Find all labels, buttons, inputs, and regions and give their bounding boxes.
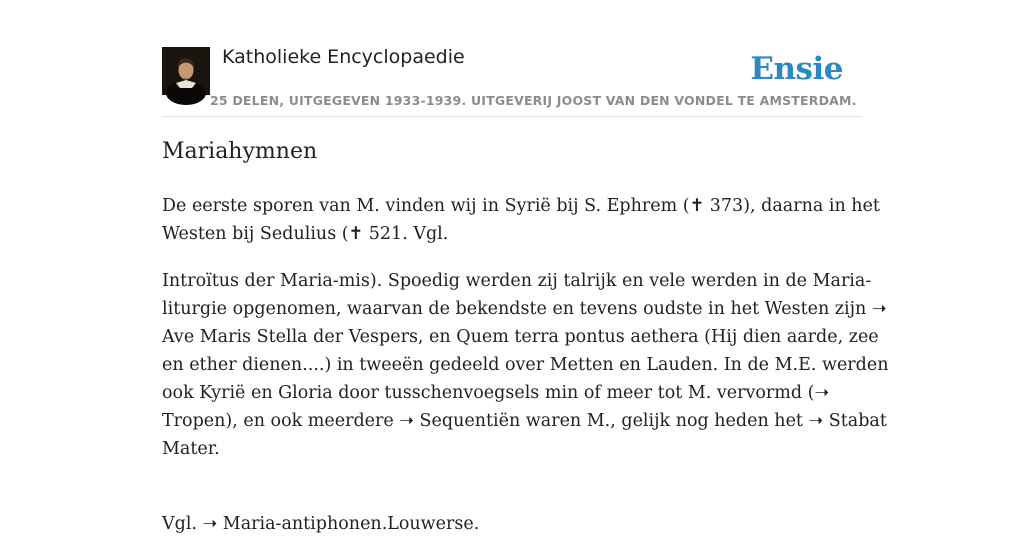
paragraph-spacer xyxy=(162,482,864,510)
paragraph-line: De eerste sporen van M. vinden wij in Syrië bij S. Ephrem (✝ 373), daarna in het xyxy=(162,196,880,216)
paragraph-line: liturgie opgenomen, waarvan de bekendste en tevens oudste in het Westen zijn ➝ xyxy=(162,299,887,319)
paragraph-line[interactable]: Vgl. ➝ Maria-antiphonen.Louwerse. xyxy=(162,514,480,534)
source-avatar[interactable] xyxy=(162,47,210,95)
article-paragraph xyxy=(162,510,864,538)
paragraph-line: Tropen), en ook meerdere ➝ Sequentiën waren M., gelijk nog heden het ➝ Stabat xyxy=(162,411,887,431)
ensie-logo-link[interactable]: Ensie xyxy=(750,51,843,87)
paragraph-line: Ave Maris Stella der Vespers, en Quem terra pontus aethera (Hij dien aarde, zee xyxy=(162,327,879,347)
paragraph-line: ook Kyrië en Gloria door tusschenvoegsels min of meer tot M. vervormd (➝ xyxy=(162,383,830,403)
paragraph-line: en ether dienen....) in tweeën gedeeld over Metten en Lauden. In de M.E. werden xyxy=(162,355,889,375)
article-paragraph xyxy=(162,192,880,248)
article-title: Mariahymnen xyxy=(162,139,318,164)
paragraph-line: Introïtus der Maria-mis). Spoedig werden zij talrijk en vele werden in de Maria- xyxy=(162,271,872,291)
article-body xyxy=(162,192,889,557)
source-title[interactable]: Katholieke Encyclopaedie xyxy=(222,46,465,68)
source-subtitle: 25 DELEN, UITGEGEVEN 1933-1939. UITGEVERIJ JOOST VAN DEN VONDEL TE AMSTERDAM. xyxy=(210,93,857,108)
portrait-avatar-icon xyxy=(162,47,210,95)
source-header xyxy=(162,46,862,117)
paragraph-line: Westen bij Sedulius (✝ 521. Vgl. xyxy=(162,224,449,244)
article-paragraph xyxy=(162,267,889,463)
paragraph-line: Mater. xyxy=(162,439,220,459)
